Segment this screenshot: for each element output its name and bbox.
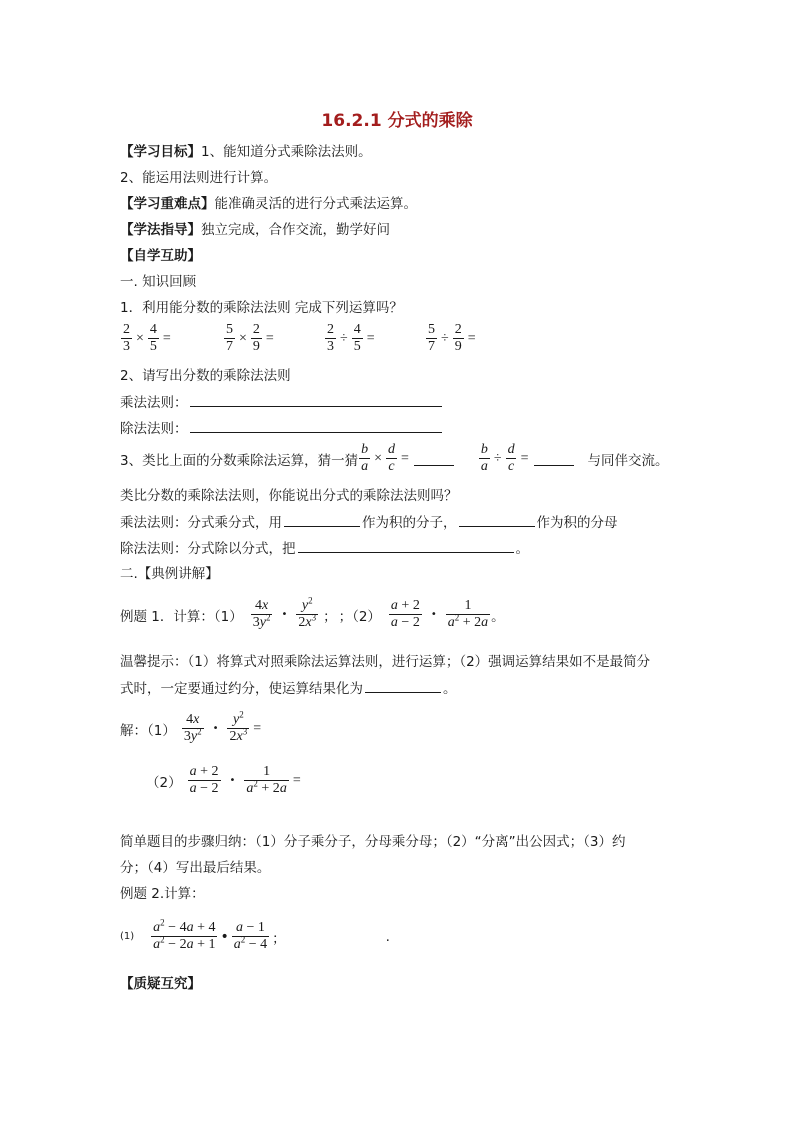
guess-multiply-blank[interactable] (414, 451, 454, 466)
solution-1: 解：（1） $\frac{4x}{3y^2}$ • $\frac{y^2}{2x^3}$ = (120, 709, 262, 744)
exercise-fraction-multiply-2: $\frac{5}{7}$ × $\frac{2}{9}$ = (226, 322, 274, 354)
simplest-form-blank[interactable] (365, 678, 441, 693)
exercise-fraction-multiply-1: $\frac{2}{3}$ × $\frac{4}{5}$ = (123, 322, 171, 354)
questioning-heading: 【质疑互究】 (120, 976, 201, 992)
key-points-line (120, 194, 417, 214)
fraction-d-over-c: $\frac{d}{c}$ (388, 442, 395, 474)
example-2-heading: 例题 2.计算： (120, 886, 205, 902)
method-label: 【学法指导】 (120, 222, 201, 238)
question-2: 2、请写出分数的乘除法法则 (120, 368, 291, 384)
question-3-prefix: 3、类比上面的分数乘除法运算，猜一猜 (120, 452, 359, 469)
learning-goal-line (120, 142, 372, 162)
section-2-heading: 二.【典例讲解】 (120, 566, 219, 582)
numerator-product-blank[interactable] (284, 512, 360, 527)
summary-line-1: 简单题目的步骤归纳：（1）分子乘分子，分母乘分母；（2）“分离”出公因式；（3）约 (120, 834, 626, 850)
learning-goal-label: 【学习目标】 (120, 144, 201, 160)
hint-line-1: 温馨提示：（1）将算式对照乘除法运算法则，进行运算；（2）强调运算结果如不是最简分 (120, 654, 651, 670)
learning-goal-2: 2、能运用法则进行计算。 (120, 170, 278, 186)
hint-line-2: 式时，一定要通过约分，使运算结果化为 。 (120, 678, 457, 699)
division-rule-line (120, 418, 444, 439)
division-rule-blank[interactable] (190, 418, 442, 433)
fraction-divide-rule: 除法法则：分式除以分式，把 。 (120, 538, 529, 559)
exercise-fraction-divide-2: $\frac{5}{7}$ ÷ $\frac{2}{9}$ = (428, 322, 476, 354)
multiplication-rule-line (120, 392, 444, 413)
review-heading: 一. 知识回顾 (120, 274, 197, 290)
exercise-fraction-divide-1: $\frac{2}{3}$ ÷ $\frac{4}{5}$ = (327, 322, 375, 354)
key-points-label: 【学习重难点】 (120, 196, 215, 212)
question-1: 1．利用能分数的乘除法法则 完成下列运算吗？ (120, 300, 403, 316)
question-3-suffix: 与同伴交流。 (587, 452, 669, 469)
denominator-product-blank[interactable] (459, 512, 535, 527)
page-title: 16.2.1 分式的乘除 (321, 111, 473, 131)
fraction-b-over-a: $\frac{b}{a}$ (361, 442, 369, 474)
self-study-heading: 【自学互助】 (120, 248, 201, 264)
summary-line-2: 分；（4）写出最后结果。 (120, 860, 271, 876)
multiplication-rule-blank[interactable] (190, 392, 442, 407)
example-2-problem-1: (1) $\frac{a^2 - 4a + 4}{a^2 - 2a + 1}$ • $\frac{a - 1}{a^2 - 4}$ ； . (120, 917, 390, 952)
division-rule-answer-blank[interactable] (298, 538, 514, 553)
method-line (120, 220, 390, 240)
guess-divide-blank[interactable] (534, 451, 574, 466)
solution-2: （2） $\frac{a + 2}{a - 2}$ • $\frac{1}{a^2 + 2a}$ = (146, 764, 301, 796)
division-rule-label: 除法法则： (120, 421, 188, 437)
key-points-text: 能准确灵活的进行分式乘法运算。 (214, 196, 417, 212)
method-text: 独立完成，合作交流，勤学好问 (201, 222, 390, 238)
question-3: 3、类比上面的分数乘除法运算，猜一猜 $\frac{b}{a}$ × $\frac{d}{c}$ = $\frac{b}{a}$ ÷ $\frac{d}{c}$ = 与同伴交流。 (120, 442, 669, 474)
learning-goal-1: 1、能知道分式乘除法法则。 (201, 144, 372, 160)
analogy-question: 类比分数的乘除法法则，你能说出分式的乘除法法则吗？ (120, 488, 458, 504)
fraction-multiply-rule: 乘法法则：分式乘分式，用 作为积的分子， 作为积的分母 (120, 512, 618, 533)
multiplication-rule-label: 乘法法则： (120, 395, 188, 411)
example-1: 例题 1．计算：（1） $\frac{4x}{3y^2}$ • $\frac{y^2}{2x^3}$ ； ；（2） $\frac{a + 2}{a - 2}$ • $\frac{1}{a^2 + 2a}$ 。 (120, 595, 505, 630)
